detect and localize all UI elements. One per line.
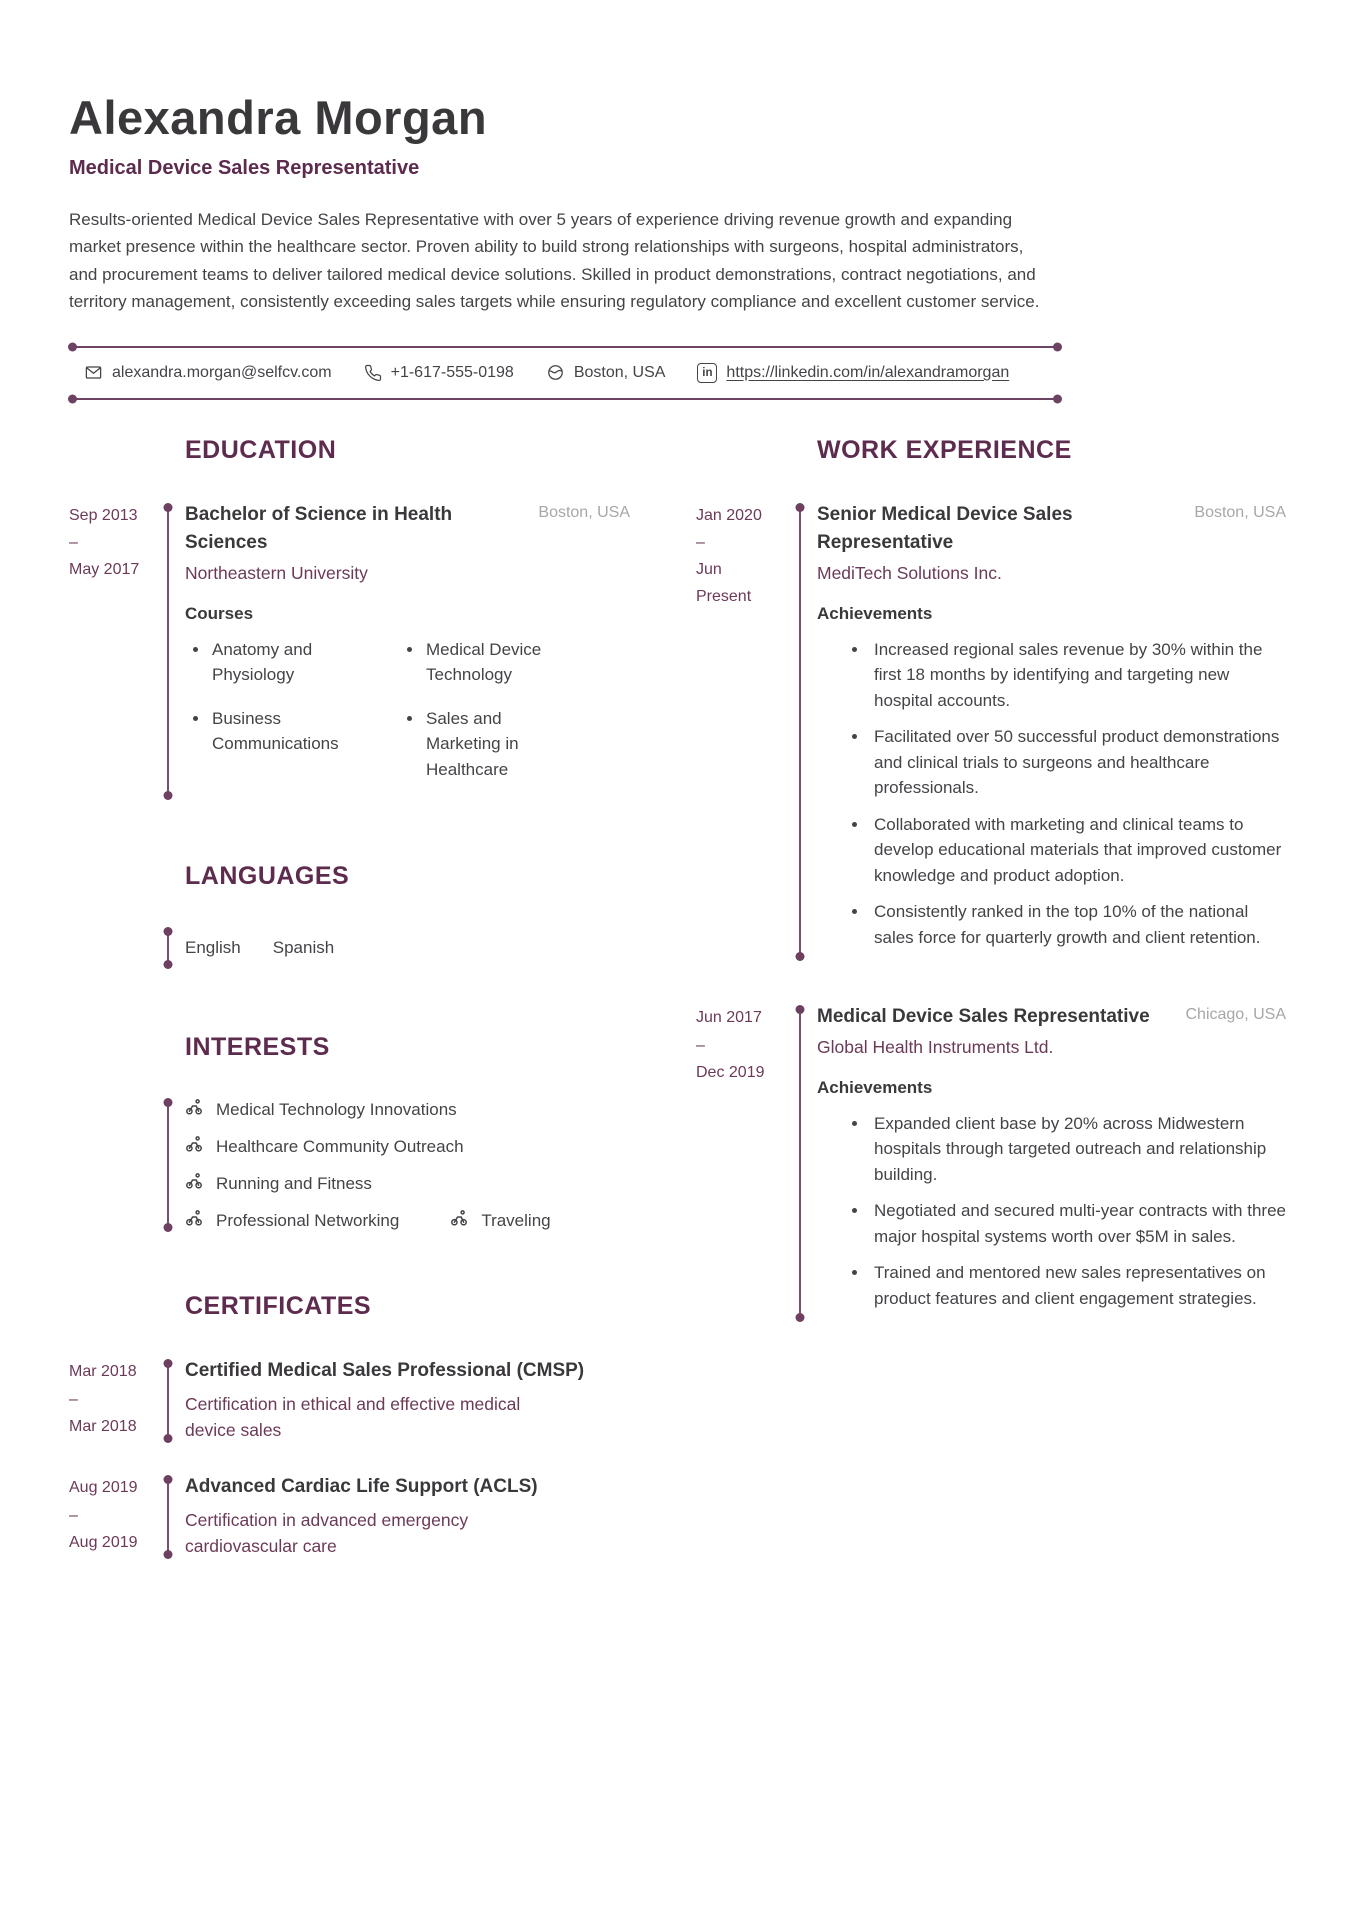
contact-phone-text: +1-617-555-0198 <box>390 363 514 381</box>
interest-item: Medical Technology Innovations <box>185 1098 630 1121</box>
divider-top <box>69 346 1061 348</box>
section-languages <box>69 862 630 969</box>
courses-column-2 <box>399 637 571 801</box>
section-certificates <box>69 1292 630 1559</box>
certificate-entry <box>69 1473 630 1559</box>
certificate-dates <box>69 1473 163 1559</box>
course-item: Medical Device Technology <box>426 637 571 688</box>
date-line: Mar 2018 <box>69 1363 137 1381</box>
achievement-item: Increased regional sales revenue by 30% within the first 18 months by identifying and targeting new hospital accounts. <box>874 637 1286 714</box>
person-name: Alexandra Morgan <box>69 91 488 144</box>
achievement-item: Expanded client base by 20% across Midwestern hospitals through targeted outreach and relationship building. <box>874 1111 1286 1188</box>
education-heading: EDUCATION <box>185 435 337 464</box>
university-name: Northeastern University <box>185 562 368 583</box>
date-line: Jan 2020 <box>696 506 762 524</box>
date-line: – <box>69 534 78 551</box>
languages-heading: LANGUAGES <box>185 862 350 891</box>
achievements-label: Achievements <box>817 1077 933 1097</box>
interest-item: Healthcare Community Outreach <box>185 1135 630 1158</box>
resume-header <box>69 92 1286 316</box>
date-line: May 2017 <box>69 561 140 579</box>
timeline-end-dot <box>796 1313 805 1322</box>
company-name: MediTech Solutions Inc. <box>817 562 1002 583</box>
interests-list <box>185 1098 630 1232</box>
interest-item: Traveling <box>450 1209 550 1232</box>
date-line: Aug 2019 <box>69 1533 138 1551</box>
timeline-end-dot <box>164 1550 173 1559</box>
date-line: Mar 2018 <box>69 1417 137 1435</box>
achievement-item: Consistently ranked in the top 10% of the national sales force for quarterly growth and client retention. <box>874 899 1286 950</box>
cyclist-icon <box>185 1135 203 1158</box>
timeline <box>163 1357 173 1443</box>
timeline-end-dot <box>164 960 173 969</box>
education-dates <box>69 501 163 801</box>
languages-row <box>69 927 630 969</box>
timeline-end-dot <box>164 1434 173 1443</box>
language-item: English <box>185 938 241 958</box>
envelope-icon <box>84 363 103 382</box>
section-education <box>69 436 630 801</box>
interest-item: Running and Fitness <box>185 1172 630 1195</box>
divider-bottom <box>69 398 1061 400</box>
cyclist-icon <box>185 1172 203 1195</box>
timeline <box>795 501 805 962</box>
timeline <box>795 1003 805 1322</box>
contact-email-text: alexandra.morgan@selfcv.com <box>112 363 332 381</box>
section-work-experience <box>696 436 1286 1323</box>
course-item: Anatomy and Physiology <box>212 637 357 688</box>
work-dates <box>696 1003 795 1322</box>
timeline-end-dot <box>164 791 173 800</box>
certificate-description: Certification in advanced emergency cardiovascular care <box>185 1509 469 1557</box>
languages-spacer <box>69 927 163 969</box>
linkedin-link[interactable]: https://linkedin.com/in/alexandramorgan <box>726 363 1010 381</box>
achievement-item: Trained and mentored new sales representatives on product features and client engagement strategies. <box>874 1260 1286 1311</box>
contact-bar <box>69 346 1061 400</box>
contact-location <box>546 363 666 382</box>
timeline-end-dot <box>796 952 805 961</box>
languages-list <box>185 927 630 969</box>
education-body <box>185 501 630 801</box>
contact-linkedin <box>697 363 1009 383</box>
work-dates <box>696 501 795 962</box>
right-column <box>696 436 1286 1560</box>
contact-phone <box>364 364 514 382</box>
degree-title: Bachelor of Science in Health Sciences <box>185 503 453 554</box>
interests-heading: INTERESTS <box>185 1033 330 1062</box>
certificates-heading: CERTIFICATES <box>185 1292 372 1321</box>
interests-tick <box>163 1098 173 1232</box>
phone-icon <box>364 364 382 382</box>
achievements-label: Achievements <box>817 603 933 623</box>
education-location: Boston, USA <box>538 503 630 521</box>
interests-spacer <box>69 1098 163 1232</box>
course-item: Sales and Marketing in Healthcare <box>426 706 571 783</box>
date-line: Jun <box>696 561 722 579</box>
person-job-title: Medical Device Sales Representative <box>69 156 420 179</box>
timeline <box>163 1473 173 1559</box>
resume-columns <box>69 436 1286 1560</box>
interests-row <box>69 1098 630 1232</box>
certificate-entry <box>69 1357 630 1443</box>
left-column <box>69 436 630 1560</box>
date-line: – <box>696 1036 705 1054</box>
achievement-item: Negotiated and secured multi-year contracts with three major hospital systems worth over $5M in sales. <box>874 1198 1286 1249</box>
globe-icon <box>546 363 565 382</box>
date-line: Aug 2019 <box>69 1479 138 1497</box>
date-line: Jun 2017 <box>696 1009 762 1027</box>
cyclist-icon <box>185 1098 203 1121</box>
cyclist-icon <box>450 1209 468 1232</box>
contact-email <box>84 363 332 382</box>
achievements-list <box>817 1111 1286 1312</box>
certificate-description: Certification in ethical and effective medical device sales <box>185 1393 521 1441</box>
cyclist-icon <box>185 1209 203 1232</box>
courses-label: Courses <box>185 603 254 623</box>
linkedin-icon: in <box>697 363 717 383</box>
company-name: Global Health Instruments Ltd. <box>817 1036 1054 1057</box>
date-line: – <box>696 534 705 551</box>
achievements-list <box>817 637 1286 951</box>
timeline-end-dot <box>164 1223 173 1232</box>
job-title: Senior Medical Device Sales Representative <box>817 503 1073 554</box>
certificate-title: Advanced Cardiac Life Support (ACLS) <box>185 1476 538 1498</box>
courses-lists <box>185 637 630 801</box>
timeline <box>163 501 173 801</box>
contact-location-text: Boston, USA <box>573 363 666 381</box>
date-line: Present <box>696 588 752 606</box>
work-entry <box>696 501 1286 962</box>
interest-item: Professional Networking Traveling <box>185 1209 630 1232</box>
certificate-dates <box>69 1357 163 1443</box>
date-line: Sep 2013 <box>69 506 138 524</box>
contact-row <box>69 348 1061 398</box>
language-item: Spanish <box>272 938 335 958</box>
certificate-title: Certified Medical Sales Professional (CMSP) <box>185 1360 585 1382</box>
job-title: Medical Device Sales Representative <box>817 1006 1150 1028</box>
date-line: – <box>69 1506 78 1524</box>
job-location: Boston, USA <box>1194 503 1286 521</box>
section-interests <box>69 1033 630 1232</box>
work-heading: WORK EXPERIENCE <box>817 435 1072 464</box>
courses-column-1 <box>185 637 357 801</box>
job-location: Chicago, USA <box>1185 1006 1286 1024</box>
summary-text: Results-oriented Medical Device Sales Representative with over 5 years of experience driving revenue growth and expanding market presence within the healthcare sector. Proven ability to build strong relationships with surgeons, hospital administrators, and procurement teams to deliver tailored medical device solutions. Skilled in product demonstrations, contract negotiations, and territory management, consistently exceeding sales targets while ensuring regulatory compliance and excellent customer service. <box>69 209 1040 312</box>
education-entry <box>69 501 630 801</box>
work-entry <box>696 1003 1286 1322</box>
date-line: Dec 2019 <box>696 1063 765 1081</box>
languages-tick <box>163 927 173 969</box>
achievement-item: Facilitated over 50 successful product demonstrations and clinical trials to surgeons and healthcare professionals. <box>874 724 1286 801</box>
course-item: Business Communications <box>212 706 357 757</box>
date-line: – <box>69 1390 78 1408</box>
achievement-item: Collaborated with marketing and clinical teams to develop educational materials that improved customer knowledge and product adoption. <box>874 812 1286 889</box>
